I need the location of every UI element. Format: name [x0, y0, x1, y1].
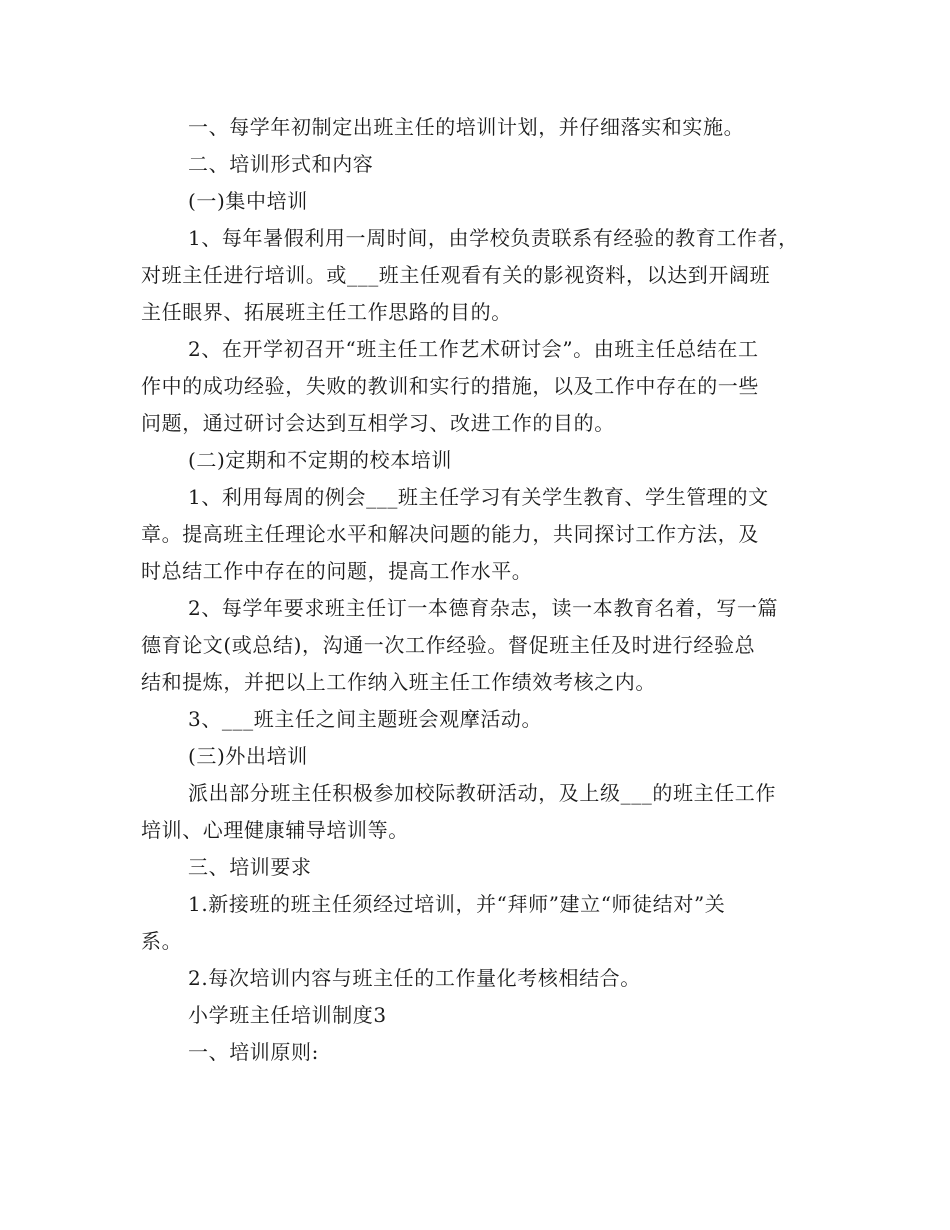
- text-line: 时总结工作中存在的问题，提高工作水平。: [141, 559, 533, 583]
- text-line: 3、___班主任之间主题班会观摩活动。: [188, 707, 543, 731]
- text-line: 1、每年暑假利用一周时间，由学校负责联系有经验的教育工作者，: [188, 226, 799, 250]
- document-title: 小学班主任培训制度3: [188, 1003, 387, 1027]
- text-line: 2.每次培训内容与班主任的工作量化考核相结合。: [188, 966, 641, 990]
- text-line: 派出部分班主任积极参加校际教研活动，及上级___的班主任工作: [188, 781, 776, 805]
- text-line: 主任眼界、拓展班主任工作思路的目的。: [141, 300, 512, 324]
- text-line: 1.新接班的班主任须经过培训，并“拜师”建立“师徒结对”关: [188, 892, 726, 916]
- text-line: 德育论文(或总结)，沟通一次工作经验。督促班主任及时进行经验总: [141, 633, 756, 657]
- text-line: 2、在开学初召开“班主任工作艺术研讨会”。由班主任总结在工: [188, 337, 759, 361]
- text-line: 培训、心理健康辅导培训等。: [141, 818, 409, 842]
- text-line: 1、利用每周的例会___班主任学习有关学生教育、学生管理的文: [188, 485, 769, 509]
- subsection-heading: (二)定期和不定期的校本培训: [188, 448, 453, 472]
- text-line: 对班主任进行培训。或___班主任观看有关的影视资料，以达到开阔班: [141, 263, 771, 287]
- section-heading: 三、培训要求: [188, 855, 312, 879]
- section-heading: 二、培训形式和内容: [188, 152, 374, 176]
- text-line: 章。提高班主任理论水平和解决问题的能力，共同探讨工作方法，及: [141, 522, 759, 546]
- text-line: 系。: [141, 929, 183, 953]
- text-line: 2、每学年要求班主任订一本德育杂志，读一本教育名着，写一篇: [188, 596, 779, 620]
- subsection-heading: (三)外出培训: [188, 744, 308, 768]
- text-line: 问题，通过研讨会达到互相学习、改进工作的目的。: [141, 411, 615, 435]
- subsection-heading: (一)集中培训: [188, 189, 308, 213]
- section-heading: 一、培训原则:: [188, 1040, 319, 1064]
- text-line: 结和提炼，并把以上工作纳入班主任工作绩效考核之内。: [141, 670, 656, 694]
- text-line: 一、每学年初制定出班主任的培训计划，并仔细落实和实施。: [188, 115, 745, 139]
- text-line: 作中的成功经验，失败的教训和实行的措施，以及工作中存在的一些: [141, 374, 759, 398]
